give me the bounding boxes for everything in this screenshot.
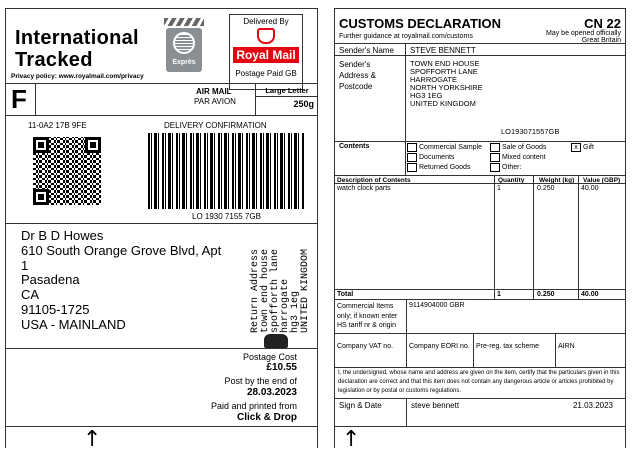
weight: 250g	[293, 99, 314, 109]
sale-of-goods-checkbox[interactable]	[490, 143, 500, 152]
item-quantity: 1	[497, 185, 501, 192]
total-value: 40.00	[581, 291, 599, 298]
format: Large Letter	[265, 86, 309, 95]
privacy-policy: Privacy policy: www.royalmail.com/privacy	[11, 73, 144, 80]
tracking-barcode	[148, 133, 304, 209]
pre-reg-label: Pre-reg. tax scheme	[476, 343, 540, 350]
recipient-address	[21, 229, 221, 333]
crown-icon	[257, 28, 275, 44]
sender-address-line: HARROGATE	[410, 75, 457, 84]
value-header: Value (GBP)	[583, 177, 621, 184]
delivered-by: Delivered By	[243, 17, 289, 26]
air-mail: AIR MAIL	[196, 87, 232, 96]
sort-letter: F	[11, 84, 27, 114]
other-label: Other:	[502, 164, 522, 171]
recipient-line: 91105-1725	[21, 301, 90, 317]
format-box	[255, 83, 318, 115]
declaration-text: I, the undersigned, whose name and address are given on the item, certify that the particulars given in this declaration are correct and that this item does not contain any dangerous article or articles prohibited by legislation or by postal or customs regulations.	[338, 370, 620, 394]
sender-address-line: HG3 1EG	[410, 91, 443, 100]
gift-checkbox[interactable]: x	[571, 143, 581, 152]
postage-paid: Postage Paid GB	[235, 69, 297, 78]
express-text: Exprès	[172, 59, 196, 66]
form-code: CN 22	[584, 16, 621, 31]
sender-address-label-line: Postcode	[339, 82, 373, 91]
company-eori-label: Company EORI no.	[409, 343, 470, 350]
signature: steve bennett	[411, 401, 460, 410]
sign-date: 21.03.2023	[572, 401, 613, 410]
service-line-2: Tracked	[15, 49, 93, 71]
documents-checkbox[interactable]	[407, 153, 417, 162]
hs-code: 9114904000 GBR	[409, 302, 465, 309]
great-britain: Great Britain	[581, 37, 621, 44]
recipient-line: Pasadena	[21, 272, 80, 288]
commercial-sample-checkbox[interactable]	[407, 143, 417, 152]
postage-cost-label: Postage Cost	[242, 352, 297, 362]
quantity-header: Quantity	[498, 177, 525, 184]
globe-icon	[173, 32, 195, 54]
documents-label: Documents	[419, 154, 455, 161]
returned-goods-label: Returned Goods	[419, 164, 471, 171]
sign-date-label: Sign & Date	[339, 401, 382, 410]
service-name	[15, 27, 139, 71]
sender-address-line: TOWN END HOUSE	[410, 59, 480, 68]
tracking-ref: LO193071557GB	[501, 127, 560, 136]
return-address: Return Address town end house spofforth lane harrogate hg3 1eg UNITED KINGDOM	[250, 248, 311, 333]
sender-address	[410, 60, 483, 108]
sender-address-label	[339, 59, 376, 92]
sender-address-line: NORTH YORKSHIRE	[410, 83, 483, 92]
may-be-opened-line: May be opened officially	[546, 30, 621, 37]
sender-name: STEVE BENNETT	[410, 46, 476, 55]
customs-title: CUSTOMS DECLARATION	[339, 16, 502, 31]
postage-info	[211, 352, 297, 423]
service-line-1: International	[15, 27, 139, 49]
up-arrow-icon: ↑	[342, 427, 361, 451]
contents-label: Contents	[339, 143, 370, 150]
recipient-line: 610 South Orange Grove Blvd, Apt	[21, 242, 222, 258]
par-avion: PAR AVION	[194, 97, 236, 106]
recipient-line: USA - MAINLAND	[21, 316, 126, 332]
paid-printed-label: Paid and printed from	[210, 401, 297, 411]
company-vat-label: Company VAT no.	[337, 343, 394, 350]
commercial-sample-label: Commercial Sample	[419, 144, 483, 151]
recipient-line: 1	[21, 257, 29, 273]
up-arrow-icon: ↑	[83, 427, 102, 451]
item-value: 40.00	[581, 185, 599, 192]
may-be-opened	[546, 30, 621, 44]
sender-address-label-line: Sender's	[339, 60, 371, 69]
shipping-label	[5, 8, 318, 451]
commercial-items-label	[337, 302, 397, 331]
gift-label: Gift	[583, 144, 594, 151]
royal-mail-logo: Royal Mail	[233, 47, 299, 63]
other-checkbox[interactable]	[490, 163, 500, 172]
commercial-items-line: Commercial Items	[337, 303, 394, 310]
guidance: Further guidance at royalmail.com/customs	[339, 33, 473, 40]
postage-cost: £10.55	[266, 362, 297, 373]
description-header: Description of Contents	[337, 177, 411, 184]
commercial-items-line: HS tariff nr & origin	[337, 322, 397, 329]
commercial-items-line: only; if known enter	[337, 312, 398, 320]
reference-code: 11-0A2 17B 9FE	[28, 121, 87, 130]
express-stripes	[164, 18, 204, 26]
post-by-date: 28.03.2023	[246, 387, 297, 398]
total-quantity: 1	[497, 291, 501, 298]
sale-of-goods-label: Sale of Goods	[502, 144, 547, 151]
delivery-confirmation: DELIVERY CONFIRMATION	[164, 121, 267, 130]
royal-mail-box	[229, 14, 303, 90]
sender-address-line: SPOFFORTH LANE	[410, 67, 478, 76]
total-label: Total	[337, 291, 354, 298]
item-weight: 0.250	[537, 185, 555, 192]
mixed-content-checkbox[interactable]	[490, 153, 500, 162]
post-by-label: Post by the end of	[224, 376, 297, 386]
tracking-number: LO 1930 7155 7GB	[192, 212, 261, 221]
customs-declaration	[334, 8, 626, 451]
qr-code	[33, 137, 101, 205]
click-drop-logo	[264, 334, 288, 348]
sender-name-label: Sender's Name	[339, 46, 394, 55]
recipient-line: CA	[21, 287, 40, 303]
express-logo	[166, 28, 202, 72]
returned-goods-checkbox[interactable]	[407, 163, 417, 172]
recipient-line: Dr B D Howes	[21, 228, 104, 243]
weight-header: Weight (kg)	[539, 177, 575, 184]
total-weight: 0.250	[537, 291, 555, 298]
sender-address-label-line: Address &	[339, 71, 376, 80]
click-drop: Click & Drop	[236, 412, 297, 423]
item-description: watch clock parts	[337, 185, 391, 192]
mixed-content-label: Mixed content	[502, 154, 546, 161]
airn-label: AIRN	[558, 343, 575, 350]
sender-address-line: UNITED KINGDOM	[410, 99, 476, 108]
sort-box	[6, 83, 36, 115]
